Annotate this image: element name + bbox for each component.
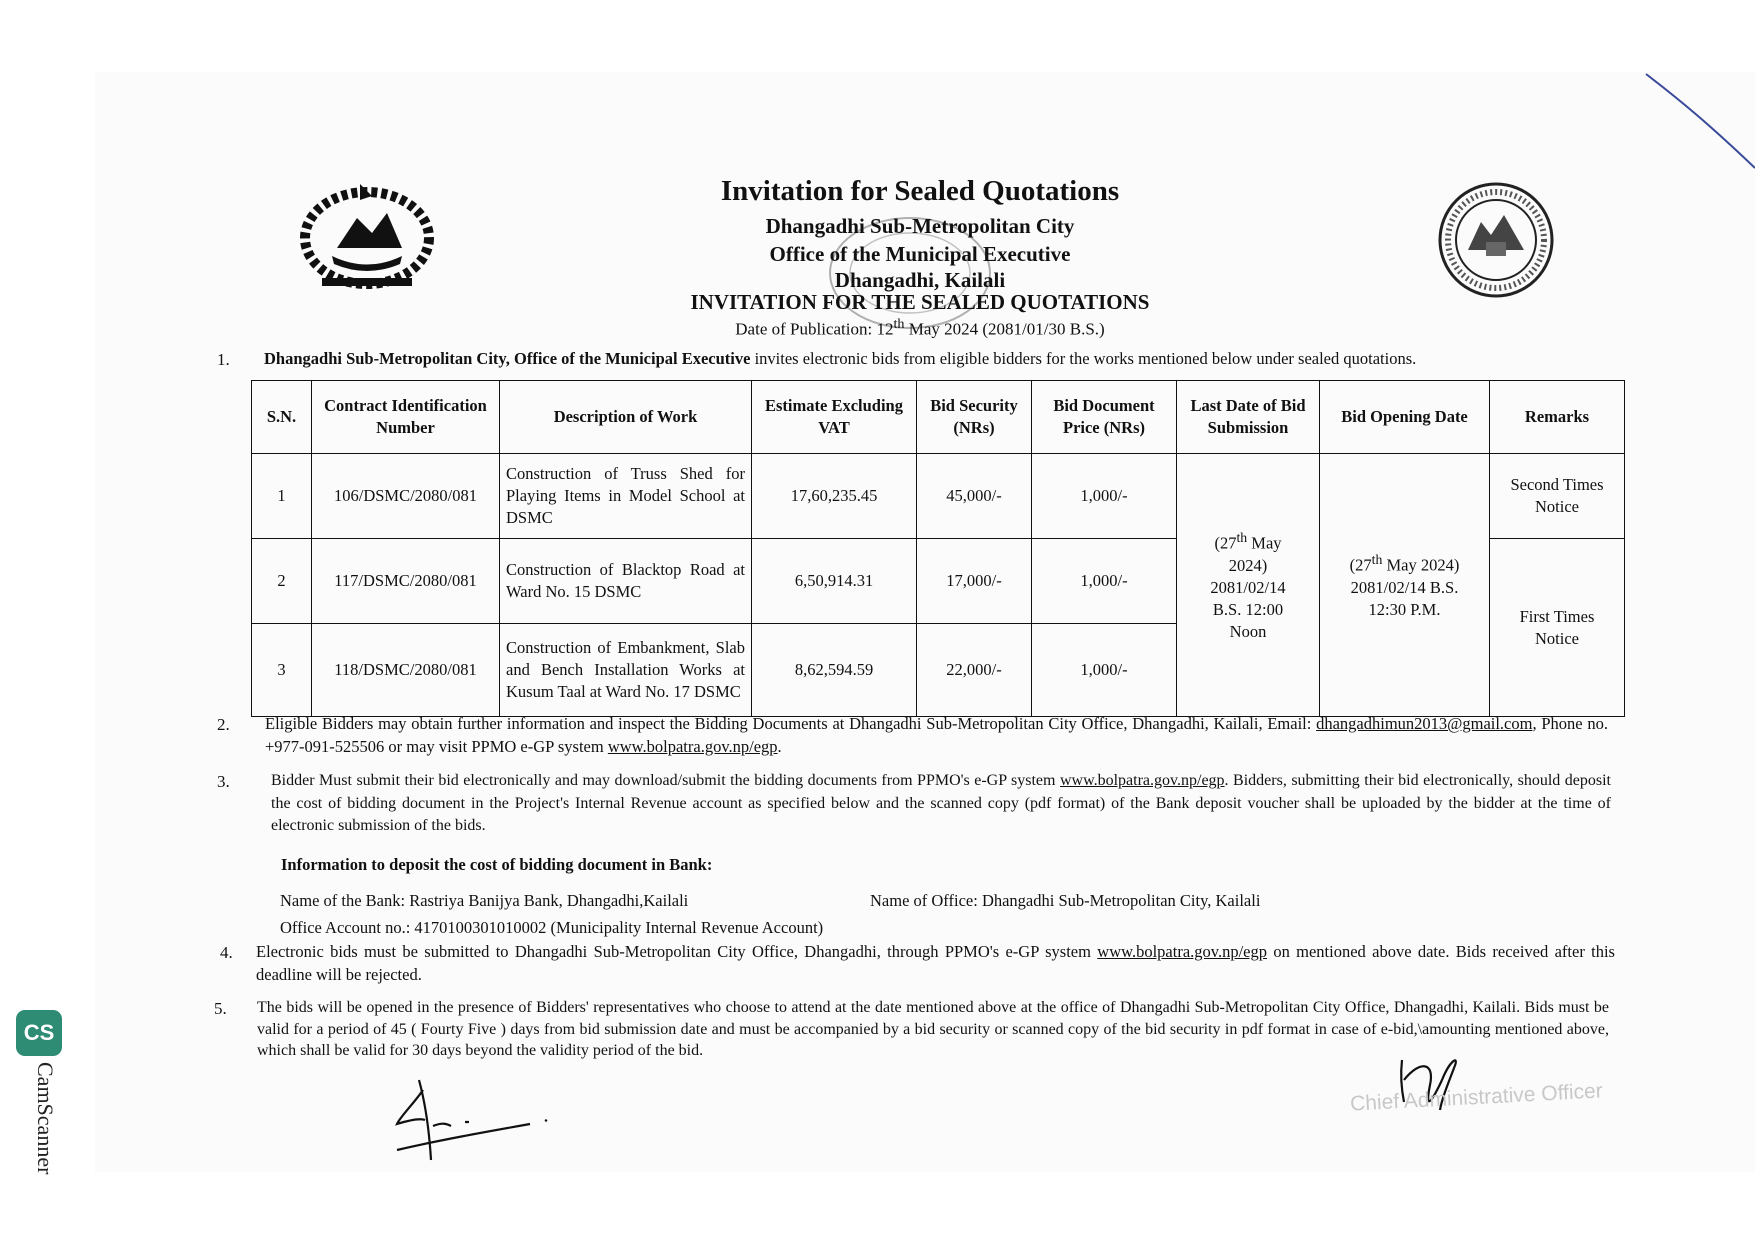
cell-security: 22,000/- (917, 624, 1032, 717)
clause-3-text: Bidder Must submit their bid electronically and may download/submit the bidding documents from PPMO's e-GP system www.bolpatra.gov.np/egp. Bidders, submitting their bid electronically, should deposit the cost of bidding document in the Project's Internal Revenue account as specified below and the scanned copy (pdf format) of the Bank deposit voucher shall be uploaded by the bidder at the time of electronic submission of the bids. (271, 772, 1612, 834)
col-header-opening-date: Bid Opening Date (1320, 381, 1490, 454)
col-header-sn: S.N. (252, 381, 312, 454)
cell-description: Construction of Embankment, Slab and Bench Installation Works at Kusum Taal at Ward No. 17 DSMC (500, 624, 752, 717)
camscanner-logo-icon: CS (16, 1010, 62, 1056)
col-header-description: Description of Work (500, 381, 752, 454)
table-row (252, 454, 1625, 539)
cell-contract: 106/DSMC/2080/081 (312, 454, 500, 539)
bank-account: Office Account no.: 4170100301010002 (Municipality Internal Revenue Account) (280, 918, 824, 937)
municipal-seal-icon (1436, 180, 1556, 300)
cell-remarks: Second Times Notice (1490, 454, 1625, 539)
cell-doc-price: 1,000/- (1032, 454, 1177, 539)
cell-description: Construction of Truss Shed for Playing Items in Model School at DSMC (500, 454, 752, 539)
clause-2-number: 2. (217, 715, 230, 734)
col-header-estimate: Estimate Excluding VAT (752, 381, 917, 454)
clause-3-number: 3. (217, 772, 230, 791)
cell-sn: 1 (252, 454, 312, 539)
clause-1-text: Dhangadhi Sub-Metropolitan City, Office of the Municipal Executive invites electronic bids from eligible bidders for the works mentioned below under sealed quotations. (264, 349, 1417, 368)
camscanner-watermark (16, 1010, 62, 1210)
cell-contract: 118/DSMC/2080/081 (312, 624, 500, 717)
clause-4-number: 4. (220, 943, 233, 962)
cell-sn: 3 (252, 624, 312, 717)
cell-doc-price: 1,000/- (1032, 624, 1177, 717)
cell-doc-price: 1,000/- (1032, 539, 1177, 624)
cell-estimate: 6,50,914.31 (752, 539, 917, 624)
egp-link[interactable]: www.bolpatra.gov.np/egp (1059, 772, 1225, 789)
clause-5-number: 5. (214, 999, 227, 1018)
clause-2-text: Eligible Bidders may obtain further information and inspect the Bidding Documents at Dhangadhi Sub-Metropolitan City Office, Dhangadhi, Kailali, Email: dhangadhimun2013@gmail.com, Phone no. +977-091-525506 or may visit PPMO e-GP system www.bolpatra.gov.np/egp. (265, 714, 1608, 756)
clause-5-text: The bids will be opened in the presence of Bidders' representatives who choose to attend at the date mentioned above at the office of Dhangadhi Sub-Metropolitan City Office, Dhangadhi, Kailali. Bids must be valid for a period of 45 ( Fourty Five ) days from bid submission date and must be accompanied by a bid security or scanned copy of the bid security in pdf format in case of e-bid,\amounting mentioned above, which shall be valid for 30 days beyond the validity period of the bid. (257, 999, 1609, 1059)
cell-security: 17,000/- (917, 539, 1032, 624)
publication-date: Date of Publication: 12th May 2024 (2081/01/30 B.S.) (735, 316, 1105, 339)
col-header-last-date: Last Date of Bid Submission (1177, 381, 1320, 454)
cell-estimate: 8,62,594.59 (752, 624, 917, 717)
cell-sn: 2 (252, 539, 312, 624)
bank-info-heading: Information to deposit the cost of bidding document in Bank: (281, 855, 713, 874)
table-header-row (252, 381, 1625, 454)
office-name: Office of the Municipal Executive (769, 242, 1071, 266)
signatory-title: Chief Administrative Officer (1349, 1079, 1604, 1116)
bank-name: Name of the Bank: Rastriya Banijya Bank, Dhangadhi,Kailali (280, 891, 689, 910)
cell-estimate: 17,60,235.45 (752, 454, 917, 539)
bank-office-name: Name of Office: Dhangadhi Sub-Metropolitan City, Kailali (870, 891, 1261, 910)
cell-security: 45,000/- (917, 454, 1032, 539)
bids-table (251, 380, 1625, 717)
office-place: Dhangadhi, Kailali (834, 268, 1006, 292)
cell-description: Construction of Blacktop Road at Ward No. 15 DSMC (500, 539, 752, 624)
cell-last-date: (27th May 2024) 2081/02/14 B.S. 12:00 Noon (1177, 454, 1320, 717)
cell-remarks: First Times Notice (1490, 539, 1625, 717)
invitation-heading: INVITATION FOR THE SEALED QUOTATIONS (690, 290, 1150, 314)
col-header-doc-price: Bid Document Price (NRs) (1032, 381, 1177, 454)
egp-link[interactable]: www.bolpatra.gov.np/egp (1097, 942, 1267, 961)
col-header-contract: Contract Identification Number (312, 381, 500, 454)
col-header-security: Bid Security (NRs) (917, 381, 1032, 454)
col-header-remarks: Remarks (1490, 381, 1625, 454)
clause-4-text: Electronic bids must be submitted to Dhangadhi Sub-Metropolitan City Office, Dhangadhi, through PPMO's e-GP system www.bolpatra.gov.np/egp on mentioned above date. Bids received after this deadline will be rejected. (256, 942, 1615, 984)
organization-name: Dhangadhi Sub-Metropolitan City (765, 214, 1075, 238)
egp-link[interactable]: www.bolpatra.gov.np/egp (607, 736, 778, 756)
camscanner-label: CamScanner (33, 1062, 58, 1175)
email-link[interactable]: dhangadhimun2013@gmail.com (1316, 714, 1533, 733)
cell-contract: 117/DSMC/2080/081 (312, 539, 500, 624)
clause-1-number: 1. (217, 350, 230, 369)
nepal-emblem-icon (292, 178, 442, 298)
cell-opening-date: (27th May 2024) 2081/02/14 B.S. 12:30 P.M. (1320, 454, 1490, 717)
page-title: Invitation for Sealed Quotations (720, 175, 1120, 207)
